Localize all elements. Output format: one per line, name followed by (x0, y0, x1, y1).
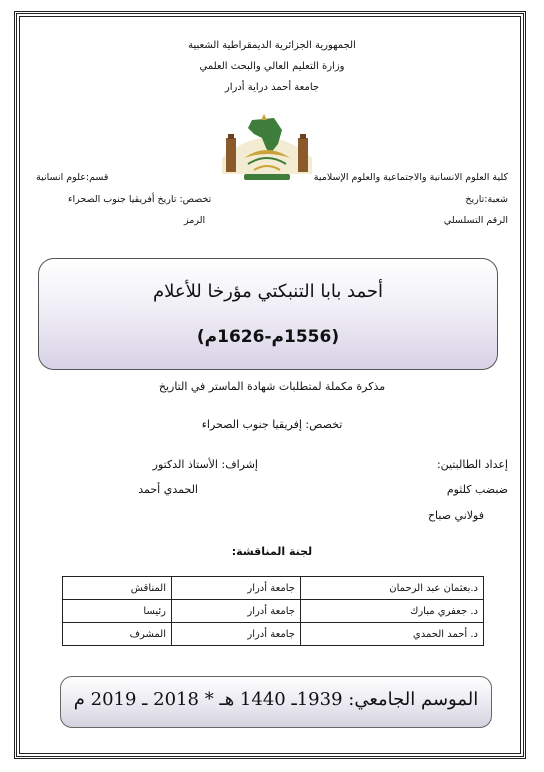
title-box (38, 258, 498, 370)
faculty-label: كلية العلوم الانسانية والاجتماعية والعلوم الإسلامية (313, 172, 508, 183)
committee-table (62, 576, 484, 646)
thesis-title: أحمد بابا التنبكتي مؤرخا للأعلام (152, 281, 384, 302)
member-university: جامعة أدرار (172, 577, 301, 600)
member-university: جامعة أدرار (172, 623, 301, 646)
member-role: المشرف (63, 623, 172, 646)
thesis-subtitle: مذكرة مكملة لمتطلبات شهادة الماستر في التاريخ (158, 380, 386, 393)
table-row (63, 623, 484, 646)
header-ministry: وزارة التعليم العالي والبحث العلمي (199, 61, 345, 72)
member-name: د. أحمد الحمدي (301, 623, 484, 646)
branch-label: شعبة:تاريخ (465, 194, 508, 205)
supervision-label: إشراف: الأستاذ الدكتور (152, 458, 258, 471)
specialization-line: تخصص: إفريقيا جنوب الصحراء (201, 418, 343, 431)
committee-heading: لجنة المناقشة: (231, 545, 313, 558)
member-university: جامعة أدرار (172, 600, 301, 623)
department-label: قسم:علوم انسانية (36, 172, 109, 183)
member-role: رئيسا (63, 600, 172, 623)
specialty-label: تخصص: تاريخ أفريقيا جنوب الصحراء (68, 194, 212, 205)
academic-season: الموسم الجامعي: 1939ـ 1440 هـ * 2018 ـ 2019 م (73, 689, 479, 710)
table-row (63, 600, 484, 623)
table-row (63, 577, 484, 600)
serial-number-label: الرقم التسلسلي (443, 215, 508, 226)
thesis-dates: (1556م-1626م) (196, 327, 340, 347)
season-box (60, 676, 492, 728)
member-name: د.بعثمان عبد الرحمان (301, 577, 484, 600)
code-label: الرمز (184, 215, 206, 226)
member-name: د. جعفري مبارك (301, 600, 484, 623)
student-name: ضبضب كلثوم (446, 483, 508, 496)
header-university: جامعة أحمد دراية أدرار (224, 82, 320, 93)
student-name: فولاني صباح (427, 509, 484, 522)
students-label: إعداد الطالبتين: (436, 458, 508, 471)
member-role: المناقش (63, 577, 172, 600)
university-logo-icon (214, 108, 320, 182)
header-republic: الجمهورية الجزائرية الديمقراطية الشعبية (188, 40, 356, 51)
supervisor-name: الحمدي أحمد (138, 483, 198, 496)
